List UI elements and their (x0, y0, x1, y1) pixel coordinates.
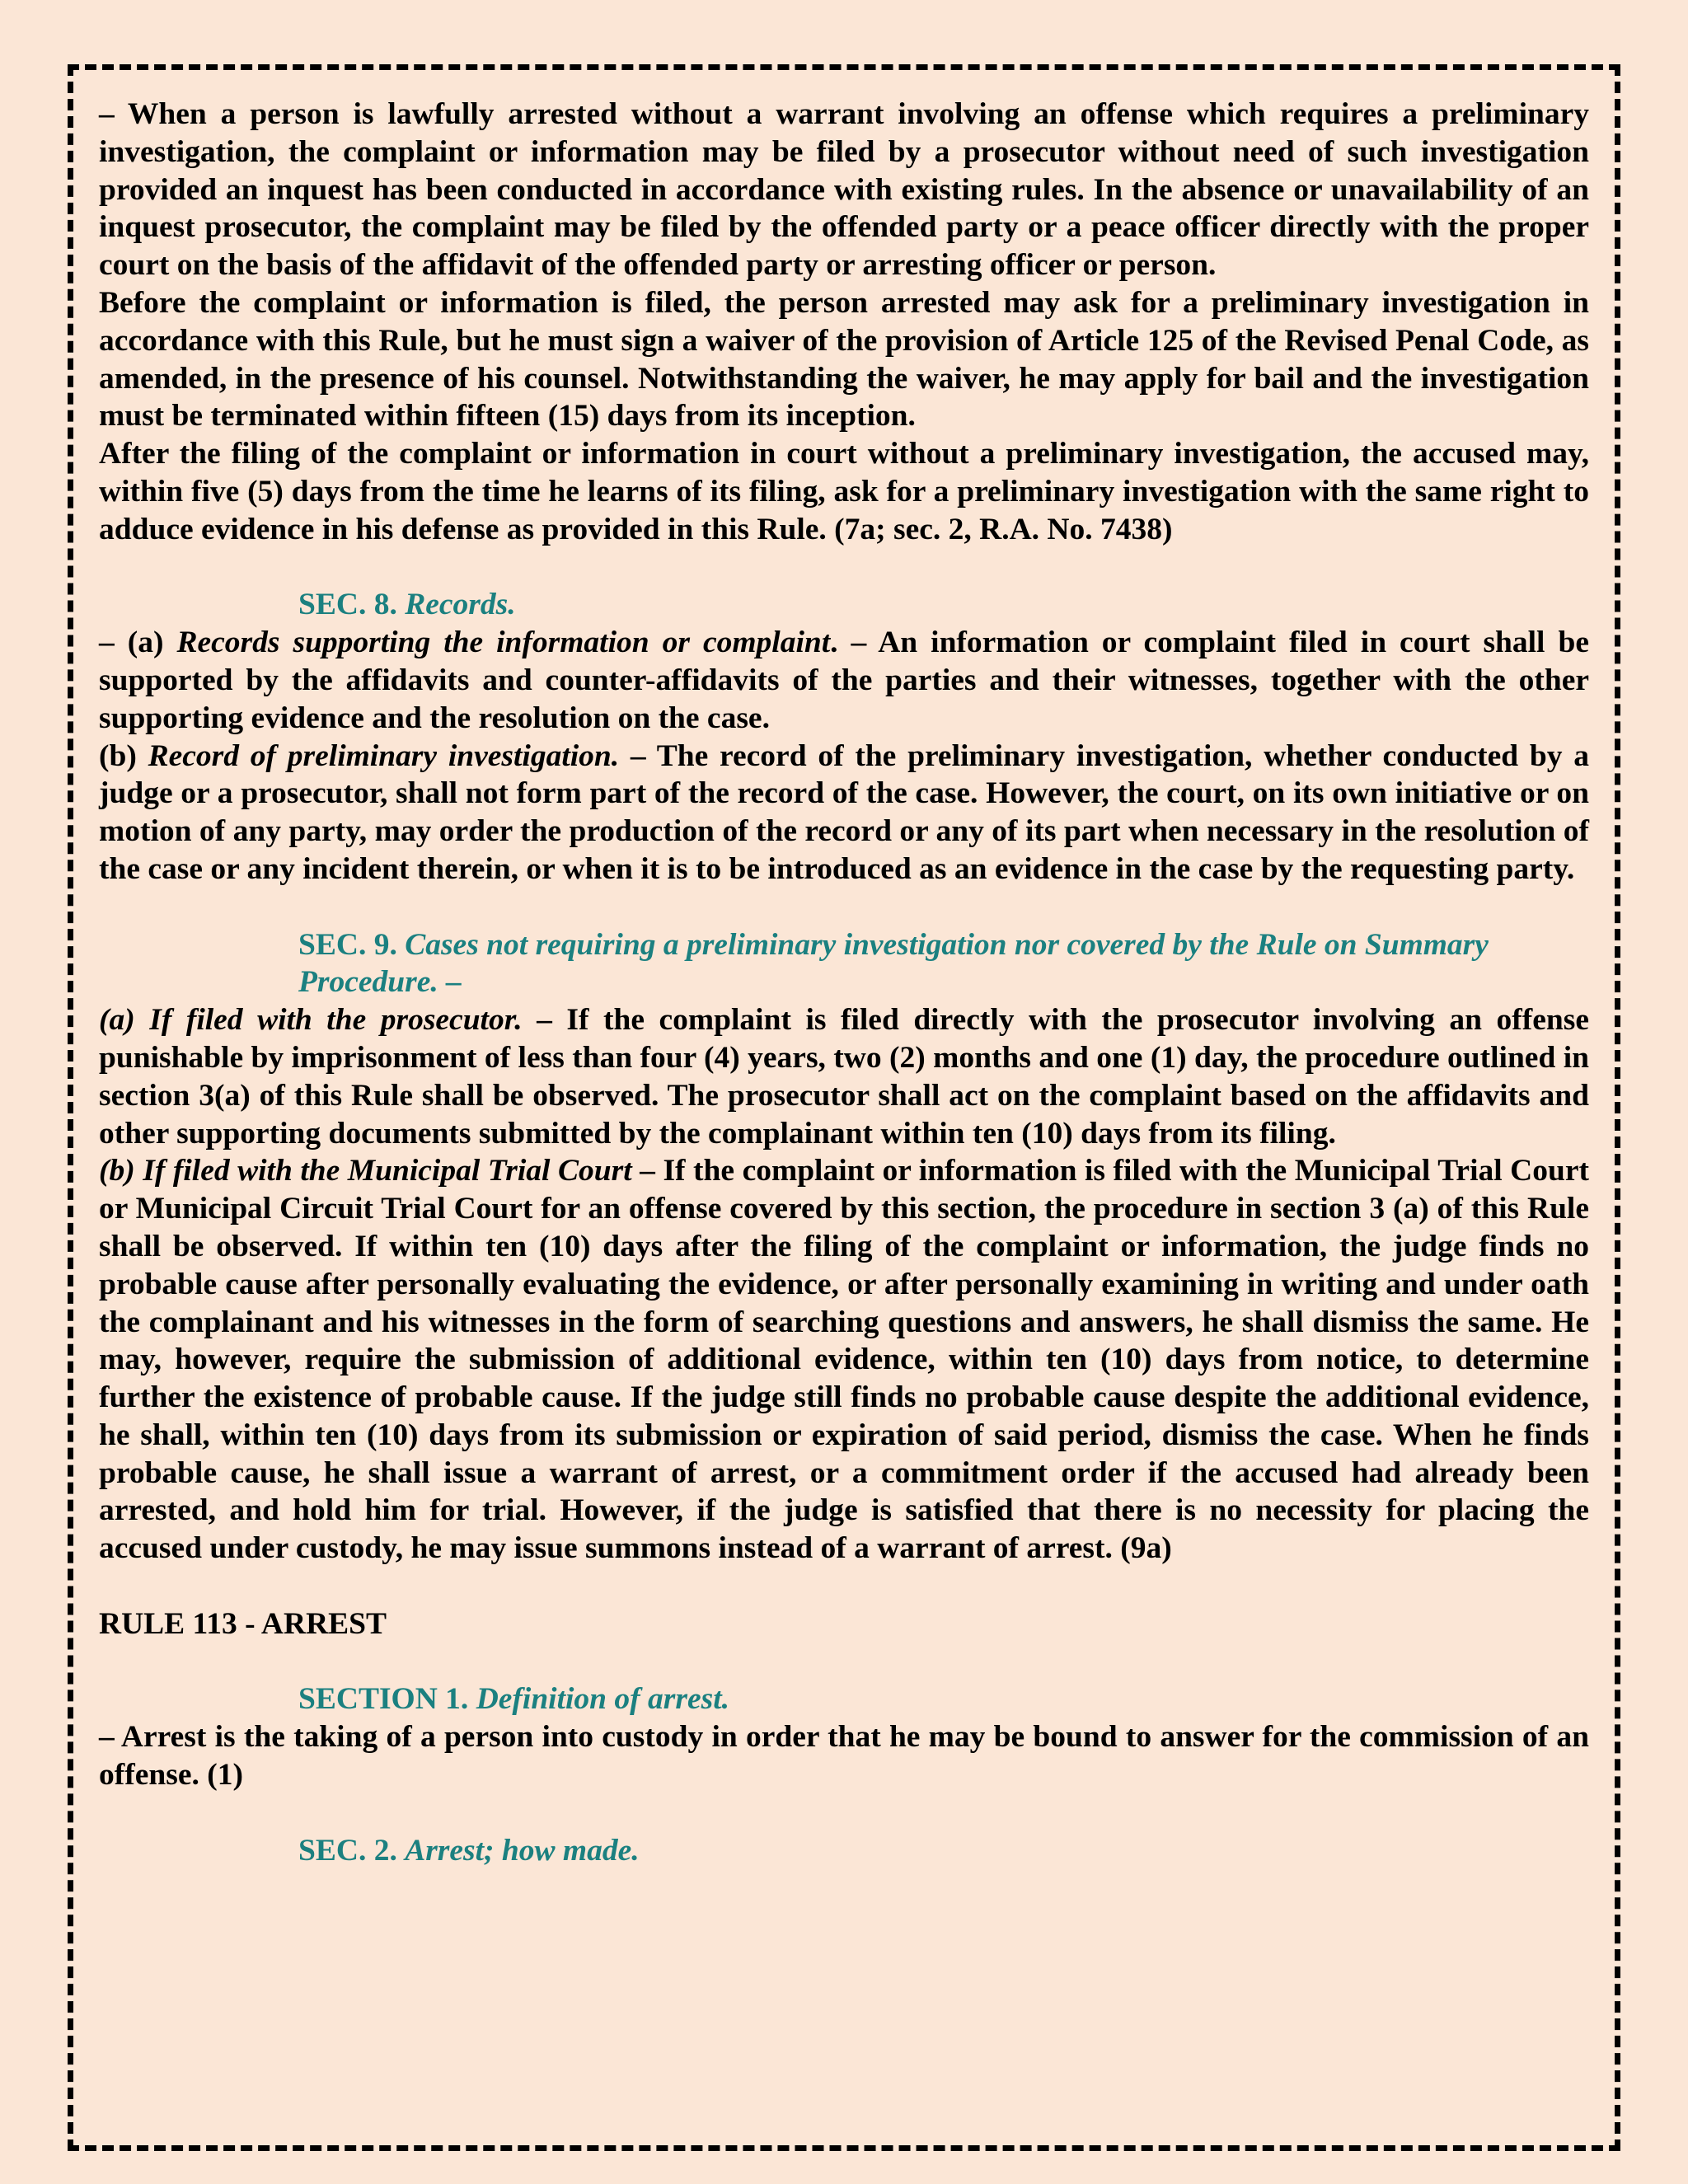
spacer (99, 549, 1589, 587)
sec9-title: Cases not requiring a preliminary investigation nor covered by the Rule on Summary Procedure. – (298, 927, 1489, 1000)
rule113-sec1-heading (99, 1680, 1589, 1718)
sec8-number: SEC. 8. (298, 588, 397, 622)
sec8-heading (99, 586, 1589, 624)
sec9-number: SEC. 9. (298, 927, 397, 962)
sec9-paragraph-b: (b) If filed with the Municipal Trial Court – If the complaint or information is filed with the Municipal Trial Court or Municipal Circuit Trial Court for an offense covered by this section, the procedure in section 3 (a) of this Rule shall be observed. If within ten (10) days after the filing of the complaint or information, the judge finds no probable cause after personally evaluating the evidence, or after personally examining in writing and under oath the complainant and his witnesses in the form of searching questions and answers, he shall dismiss the same. He may, however, require the submission of additional evidence, within ten (10) days from notice, to determine further the existence of probable cause. If the judge still finds no probable cause despite the additional evidence, he shall, within ten (10) days from its submission or expiration of said period, dismiss the case. When he finds probable cause, he shall issue a warrant of arrest, or a commitment order if the accused had already been arrested, and hold him for trial. However, if the judge is satisfied that there is no necessity for placing the accused under custody, he may issue summons instead of a warrant of arrest. (9a) (99, 1154, 1590, 1566)
spacer (99, 1794, 1589, 1832)
sec7-paragraph-1: – When a person is lawfully arrested without a warrant involving an offense which requires a preliminary investigation, the complaint or information may be filed by a prosecutor without need of such investigation provided an inquest has been conducted in accordance with existing rules. In the absence or unavailability of an inquest prosecutor, the complaint may be filed by the offended party or a peace officer directly with the proper court on the basis of the affidavit of the offended party or arresting officer or person. (99, 97, 1589, 283)
sec8-a-title: Records supporting the information or complaint (176, 626, 831, 660)
rule113-sec2-title: Arrest; how made. (405, 1833, 640, 1868)
rule113-sec1-paragraph: – Arrest is the taking of a person into custody in order that he may be bound to answer for the commission of an offense. (1) (99, 1720, 1589, 1793)
sec8-paragraph-b: (b) Record of preliminary investigation. – The record of the preliminary investigation, whether conducted by a judge or a prosecutor, shall not form part of the record of the case. However, the court, on its own initiative or on motion of any party, may order the production of the record or any of its part when necessary in the resolution of the case or any incident therein, or when it is to be introduced as an evidence in the case by the requesting party. (99, 738, 1589, 886)
rule113-heading: RULE 113 - ARREST (99, 1606, 387, 1641)
document-body (99, 96, 1589, 1869)
rule113-sec1-title: Definition of arrest. (476, 1682, 729, 1717)
spacer (99, 1643, 1589, 1681)
sec9-paragraph-a: (a) If filed with the prosecutor. – If the complaint is filed directly with the prosecutor involving an offense punishable by imprisonment of less than four (4) years, two (2) months and one (1) day, the procedure outlined in section 3(a) of this Rule shall be observed. The prosecutor shall act on the complaint based on the affidavits and other supporting documents submitted by the complainant within ten (10) days from its filing. (99, 1003, 1589, 1151)
sec7-paragraph-3: After the filing of the complaint or information in court without a preliminary investigation, the accused may, within five (5) days from the time he learns of its filing, ask for a preliminary investigation with the same right to adduce evidence in his defense as provided in this Rule. (7a; sec. 2, R.A. No. 7438) (99, 437, 1589, 546)
rule113-sec1-number: SECTION 1. (298, 1682, 469, 1717)
sec9-b-title: (b) If filed with the Municipal Trial Court (99, 1154, 632, 1188)
sec7-paragraph-2: Before the complaint or information is filed, the person arrested may ask for a preliminary investigation in accordance with this Rule, but he must sign a waiver of the provision of Article 125 of the Revised Penal Code, as amended, in the presence of his counsel. Notwithstanding the waiver, he may apply for bail and the investigation must be terminated within fifteen (15) days from its inception. (99, 285, 1589, 434)
spacer (99, 888, 1589, 926)
sec8-b-title: Record of preliminary investigation. (148, 738, 620, 773)
sec9-heading (99, 926, 1589, 1002)
spacer (99, 1568, 1589, 1605)
rule113-sec2-heading (99, 1832, 1589, 1870)
rule113-sec2-number: SEC. 2. (298, 1833, 397, 1868)
sec9-a-title: (a) If filed with the prosecutor. (99, 1003, 523, 1038)
sec8-paragraph-a: – (a) Records supporting the information or complaint. – An information or complaint filed in court shall be supported by the affidavits and counter-affidavits of the parties and their witnesses, together with the other supporting evidence and the resolution on the case. (99, 626, 1589, 735)
sec8-title: Records. (405, 588, 516, 622)
